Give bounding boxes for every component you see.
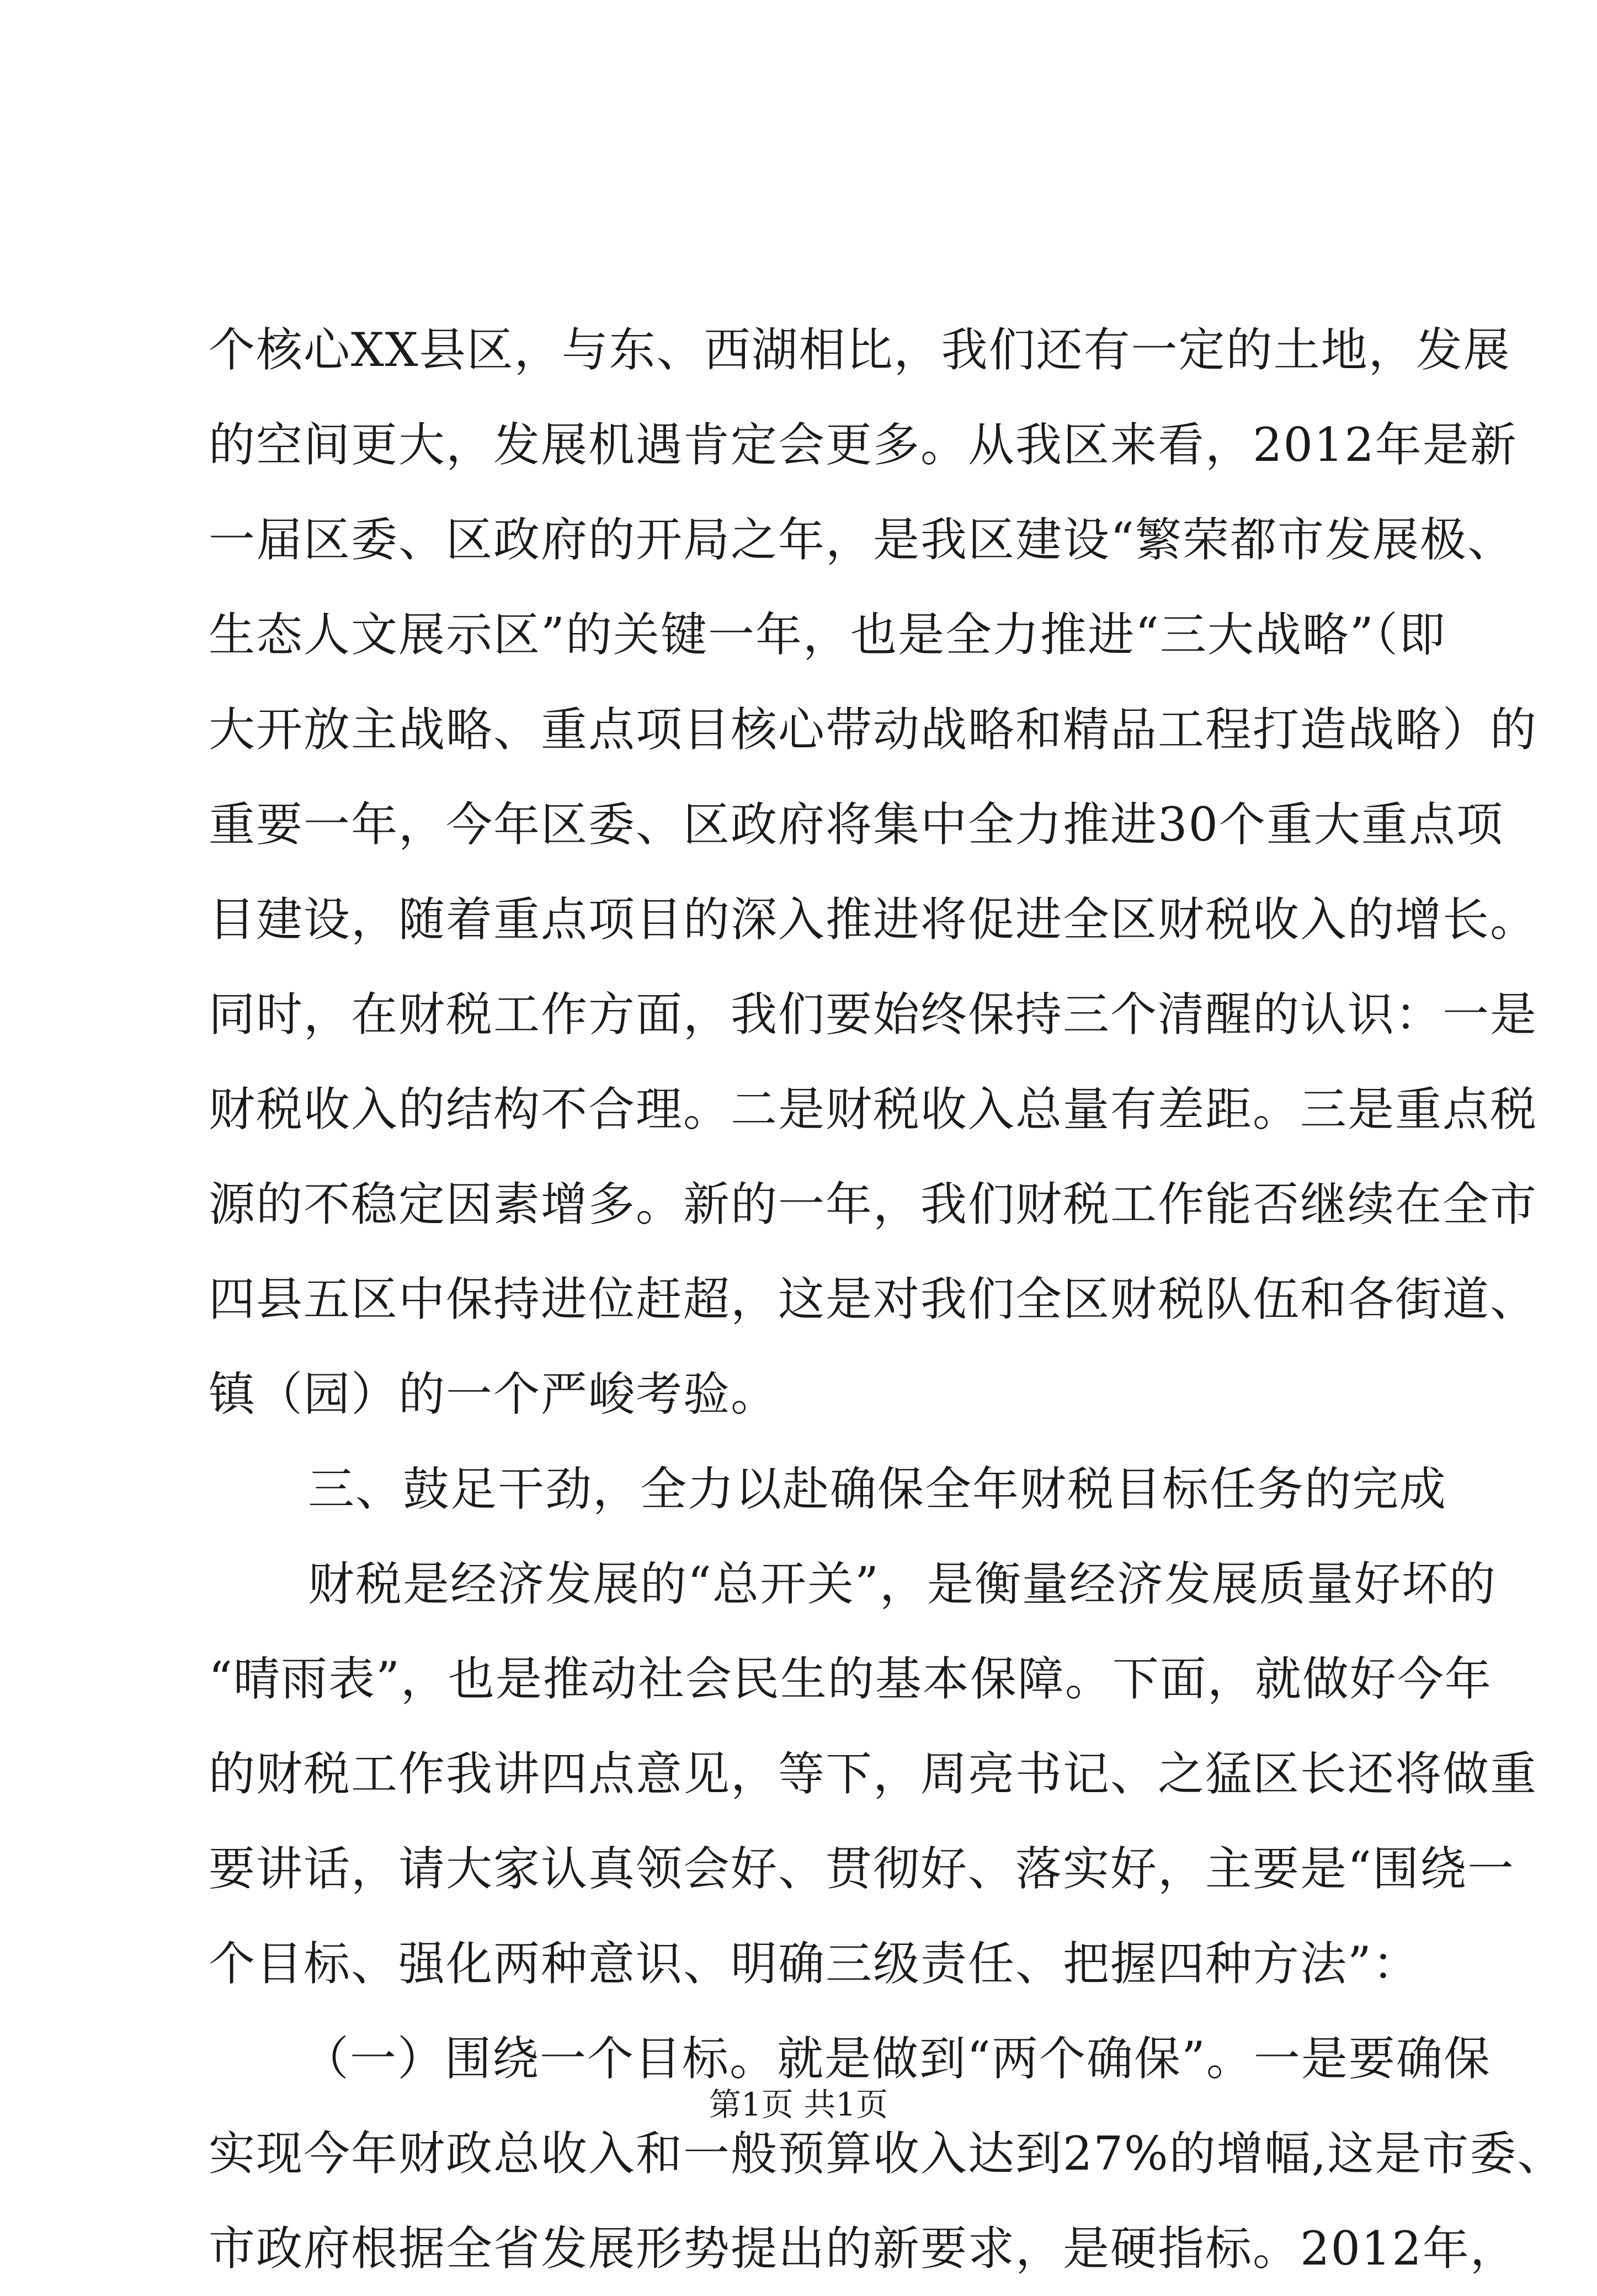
text-line: 大开放主战略、重点项目核心带动战略和精品工程打造战略）的: [209, 703, 1538, 757]
text-line: 的财税工作我讲四点意见，等下，周亮书记、之猛区长还将做重: [209, 1747, 1538, 1801]
text-line: 源的不稳定因素增多。新的一年，我们财税工作能否继续在全市: [209, 1177, 1538, 1231]
subsection-heading: （一）围绕一个目标。就是做到“两个确保”。一是要确保: [302, 2032, 1491, 2086]
text-line: 实现今年财政总收入和一般预算收入达到27%的增幅,这是市委、: [209, 2127, 1565, 2181]
text-line: 财税收入的结构不合理。二是财税收入总量有差距。三是重点税: [209, 1082, 1538, 1136]
text-line: 镇（园）的一个严峻考验。: [209, 1367, 779, 1421]
text-line: 目建设，随着重点项目的深入推进将促进全区财税收入的增长。: [209, 892, 1538, 947]
text-line: 生态人文展示区”的关键一年，也是全力推进“三大战略”（即: [209, 608, 1446, 662]
text-line: 个目标、强化两种意识、明确三级责任、把握四种方法”：: [209, 1937, 1420, 1991]
text-line: 同时，在财税工作方面，我们要始终保持三个清醒的认识：一是: [209, 987, 1538, 1041]
text-line: 一届区委、区政府的开局之年，是我区建设“繁荣都市发展极、: [209, 513, 1515, 567]
text-line: 的空间更大，发展机遇肯定会更多。从我区来看，2012年是新: [209, 418, 1518, 472]
text-line: “晴雨表”，也是推动社会民生的基本保障。下面，就做好今年: [209, 1652, 1492, 1706]
document-body: [209, 302, 1565, 2296]
text-line: 要讲话，请大家认真领会好、贯彻好、落实好，主要是“围绕一: [209, 1842, 1515, 1896]
text-line: 市政府根据全省发展形势提出的新要求，是硬指标。2012年，: [209, 2221, 1518, 2276]
text-line: 四县五区中保持进位赶超，这是对我们全区财税队伍和各街道、: [209, 1272, 1538, 1326]
paragraph-first-line: 财税是经济发展的“总开关”，是衡量经济发展质量好坏的: [308, 1557, 1497, 1611]
section-heading: 三、鼓足干劲，全力以赴确保全年财税目标任务的完成: [308, 1462, 1447, 1516]
page-number-footer: 第1页 共1页: [709, 2086, 888, 2123]
text-line: 个核心XX县区，与东、西湖相比，我们还有一定的土地，发展: [209, 323, 1511, 377]
text-line: 重要一年，今年区委、区政府将集中全力推进30个重大重点项: [209, 798, 1504, 852]
